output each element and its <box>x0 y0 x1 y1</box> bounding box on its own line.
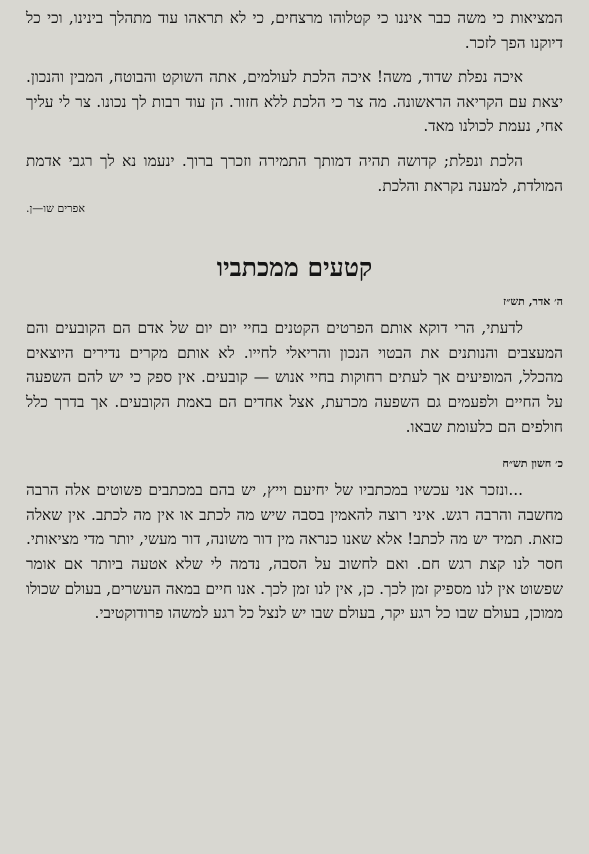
letter-text: ...ונזכר אני עכשיו במכתביו של יחיעם וייץ, יש בהם במכתבים פשוטים אלה הרבה מחשבה והרבה רגש. איני רוצה להאמין בסבה שיש מה לכתב או אין מה לכתב. אין שאלה כזאת. תמיד יש מה לכתב! אלא שאנו כנראה מין דור משונה, דור מעשי, יותר מדי מציאותי. חסר לנו קצת רגש חם. ואם לחשוב על הסבה, נדמה לי שלא אטעה ביותר אם אומר שפשוט אין לנו מספיק זמן לכך. כן, אין לנו זמן לכך. אנו חיים במאה העשרים, בעולם שכולו ממוכן, בעולם שבו כל רגע יקר, בעולם שבו יש לנצל כל רגע למשהו פרודוקטיבי. <box>26 481 563 623</box>
letter-text: לדעתי, הרי דוקא אותם הפרטים הקטנים בחיי יום יום של אדם הם הקובעים והם המעצבים והנותנים את הבטוי הנכון והריאלי לחייו. לא אותם מקרים נדירים היוצאים מהכלל, המופיעים אך לעתים רחוקות בחיי אנוש — קובעים. אין ספק כי יש להם השפעה על החיים ולפעמים גם השפעה מכרעת, אצל אחדים הם באמת הקובעים. אך בדרך כלל חולפים הם כלעומת שבאו. <box>26 319 563 436</box>
section-title: קטעים ממכתביו <box>216 253 373 283</box>
eulogy-paragraph-1: המציאות כי משה כבר איננו כי קטלוהו מרצחים, כי לא תראהו עוד מתהלך בינינו, וכי כל דיוקנו הפך לזכר. <box>26 9 563 52</box>
eulogy-paragraph-2: איכה נפלת שדוד, משה! איכה הלכת לעולמים, אתה השוקט והבוטח, המבין והנכון. יצאת עם הקריאה הראשונה. מה צר כי הלכת ללא חזור. הן עוד רבות לך נכונו. צר לי עליך אחי, נעמת לכולנו מאד. <box>26 68 563 136</box>
letter-entry-1 <box>26 295 563 439</box>
letter-date: כ׳ חשון תש״ח <box>502 457 563 471</box>
signature: אפרים שו—ן. <box>26 202 85 216</box>
letter-entry-2 <box>26 457 563 626</box>
letter-date: ה׳ אדר, תש״ז <box>503 295 563 309</box>
eulogy-paragraph-3: הלכת ונפלת; קדושה תהיה דמותך התמירה וזכרך ברוך. ינעמו נא לך רגבי אדמת המולדת, למענה נקראת והלכת. <box>26 151 563 195</box>
eulogy-section <box>26 6 563 215</box>
